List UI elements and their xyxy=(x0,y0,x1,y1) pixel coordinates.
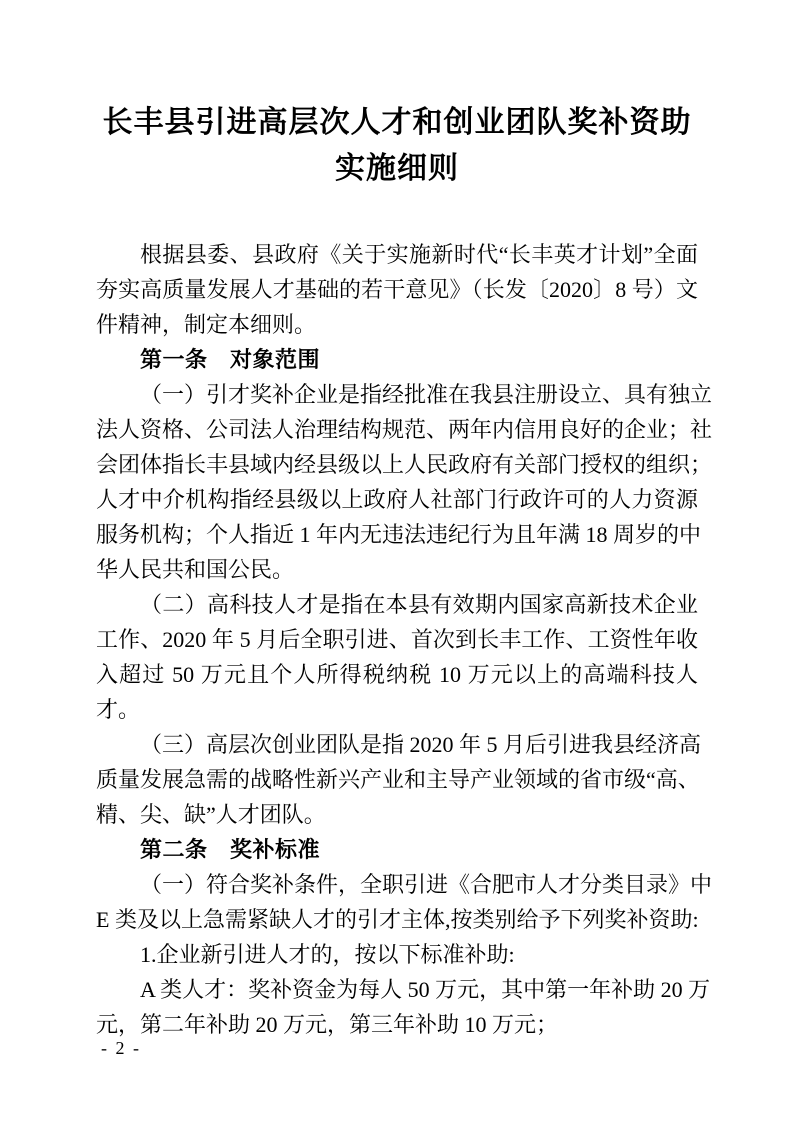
document-title-line-1: 长丰县引进高层次人才和创业团队奖补资助 xyxy=(102,106,692,139)
body-line: 质量发展急需的战略性新兴产业和主导产业领域的省市级“高、 xyxy=(96,767,700,792)
body-line: （三）高层次创业团队是指 2020 年 5 月后引进我县经济高 xyxy=(140,732,702,757)
body-line: （一）引才奖补企业是指经批准在我县注册设立、具有独立 xyxy=(140,382,713,407)
body-line: 元，第二年补助 20 万元，第三年补助 10 万元； xyxy=(96,1012,559,1037)
body-line: （一）符合奖补条件，全职引进《合肥市人才分类目录》中 xyxy=(140,872,713,897)
body-line: 精、尖、缺”人才团队。 xyxy=(96,802,326,827)
body-line: A 类人才：奖补资金为每人 50 万元，其中第一年补助 20 万 xyxy=(140,977,711,1002)
body-line: 华人民共和国公民。 xyxy=(96,557,295,582)
document-title-line-2: 实施细则 xyxy=(335,152,459,185)
body-line: E 类及以上急需紧缺人才的引才主体,按类别给予下列奖补资助: xyxy=(96,907,699,932)
document-body xyxy=(96,237,713,1042)
body-line: 服务机构；个人指近 1 年内无违法违纪行为且年满 18 周岁的中 xyxy=(96,522,702,547)
body-line: （二）高科技人才是指在本县有效期内国家高新技术企业 xyxy=(140,592,698,617)
body-line: 1.企业新引进人才的，按以下标准补助: xyxy=(140,942,515,967)
section-heading: 第二条 奖补标准 xyxy=(140,837,321,862)
page-number: - 2 - xyxy=(101,1038,141,1058)
body-line: 工作、2020 年 5 月后全职引进、首次到长丰工作、工资性年收 xyxy=(96,627,698,652)
body-line: 件精神，制定本细则。 xyxy=(96,312,317,337)
document-title xyxy=(96,100,698,192)
body-line: 夯实高质量发展人才基础的若干意见》（长发〔2020〕8 号）文 xyxy=(96,277,698,302)
body-line: 入超过 50 万元且个人所得税纳税 10 万元以上的高端科技人才。 xyxy=(96,662,698,722)
body-line: 会团体指长丰县域内经县级以上人民政府有关部门授权的组织； xyxy=(96,452,713,477)
document-content xyxy=(96,100,713,1042)
section-heading: 第一条 对象范围 xyxy=(140,347,321,372)
body-line: 法人资格、公司法人治理结构规范、两年内信用良好的企业；社 xyxy=(96,417,713,442)
body-line: 人才中介机构指经县级以上政府人社部门行政许可的人力资源 xyxy=(96,487,698,512)
body-line: 根据县委、县政府《关于实施新时代“长丰英才计划”全面 xyxy=(140,242,698,267)
